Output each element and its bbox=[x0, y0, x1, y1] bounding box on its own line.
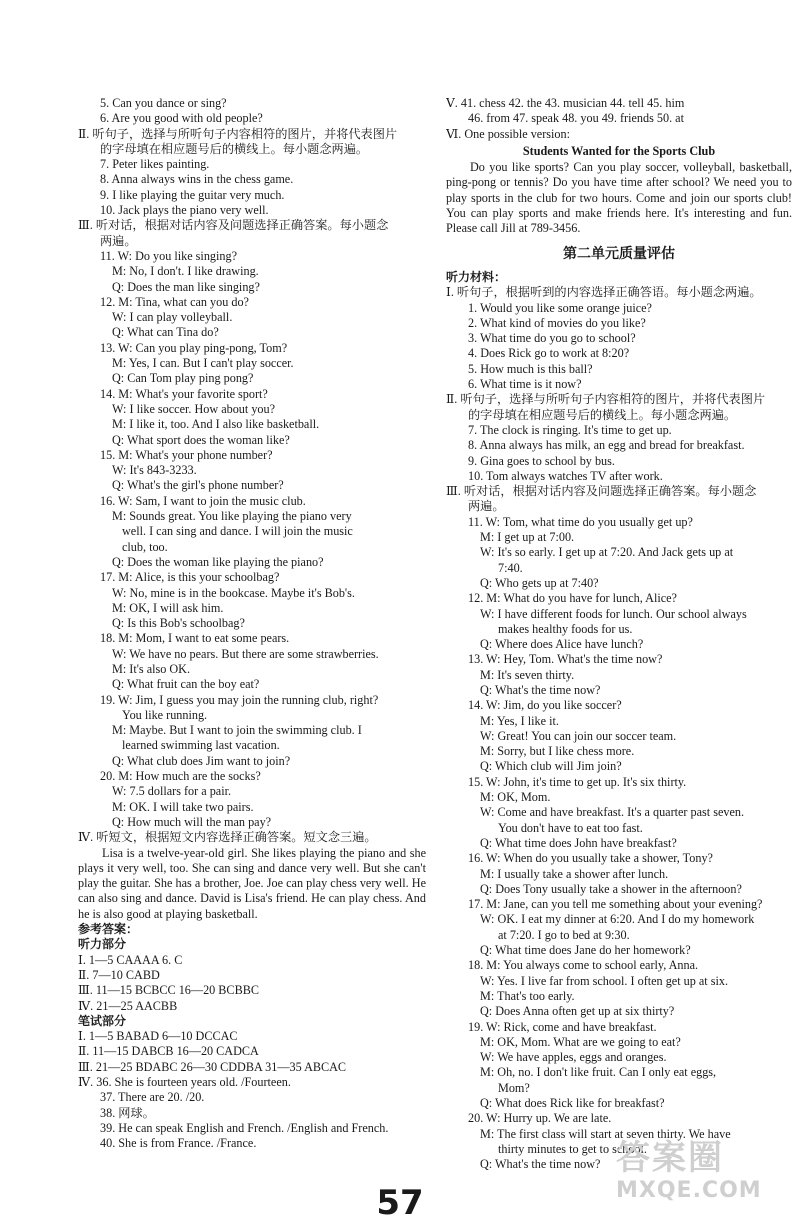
text-line: 12. M: Tina, what can you do? bbox=[100, 294, 249, 309]
text-line: Ⅱ. 听句子，选择与所听句子内容相符的图片，并将代表图片 bbox=[78, 126, 398, 141]
text-line: W: OK. I eat my dinner at 6:20. And I do my homework bbox=[480, 912, 755, 927]
text-line: 4. Does Rick go to work at 8:20? bbox=[468, 346, 630, 361]
text-line: Q: What fruit can the boy eat? bbox=[112, 677, 260, 692]
text-line: M: OK, Mom. bbox=[480, 790, 551, 805]
text-line: 16. W: Sam, I want to join the music club. bbox=[100, 493, 306, 508]
text-line: Q: What club does Jim want to join? bbox=[112, 753, 291, 768]
text-line: W: It's 843-3233. bbox=[112, 463, 197, 478]
text-line: 3. What time do you go to school? bbox=[468, 331, 636, 346]
version-label: Ⅵ. One possible version: bbox=[446, 126, 570, 141]
text-line: W: Yes. I live far from school. I often get up at six. bbox=[480, 973, 728, 988]
answer-line: Ⅲ. 11—15 BCBCC 16—20 BCBBC bbox=[78, 983, 259, 998]
text-line: Q: Does the woman like playing the piano? bbox=[112, 554, 324, 569]
text-line: M: It's also OK. bbox=[112, 661, 191, 676]
text-line: well. I can sing and dance. I will join the music bbox=[122, 524, 353, 539]
listening-passage: Lisa is a twelve-year-old girl. She likes playing the piano and she plays it very well, too. She can sing and dance very well. But she can't play the guitar. She has a brother, Joe. Joe can play chess very well. He can also sing and dance. David is Lisa's friend. He can play chess. And he is also good at playing basketball. bbox=[78, 845, 426, 921]
text-line: 20. W: Hurry up. We are late. bbox=[468, 1111, 612, 1126]
answer-line: Ⅳ. 36. She is fourteen years old. /Fourteen. bbox=[78, 1075, 291, 1089]
text-line: Ⅲ. 听对话，根据对话内容及问题选择正确答案。每小题念 bbox=[446, 484, 757, 499]
text-line: M: Maybe. But I want to join the swimming club. I bbox=[112, 723, 362, 738]
text-line: 13. W: Can you play ping-pong, Tom? bbox=[100, 340, 288, 355]
text-line: 的字母填在相应题号后的横线上。每小题念两遍。 bbox=[100, 141, 369, 156]
text-line: W: No, mine is in the bookcase. Maybe it's Bob's. bbox=[112, 585, 355, 600]
answer-line: Ⅰ. 1—5 BABAD 6—10 DCCAC bbox=[78, 1029, 238, 1044]
answer-line: Ⅰ. 1—5 CAAAA 6. C bbox=[78, 952, 183, 967]
text-line: M: Sorry, but I like chess more. bbox=[480, 744, 635, 759]
text-line: 18. M: You always come to school early, Anna. bbox=[468, 958, 699, 973]
text-line: M: Yes, I like it. bbox=[480, 713, 559, 728]
text-line: 11. W: Do you like singing? bbox=[100, 248, 237, 263]
text-line: W: I have different foods for lunch. Our school always bbox=[480, 606, 747, 621]
text-line: Q: What time does Jane do her homework? bbox=[480, 943, 691, 958]
text-line: M: I usually take a shower after lunch. bbox=[480, 866, 669, 881]
listening-section-heading: 听力部分 bbox=[78, 937, 127, 952]
text-line: Q: What's the time now? bbox=[480, 1157, 601, 1172]
text-line: M: It's seven thirty. bbox=[480, 667, 575, 682]
text-line: M: OK. I will take two pairs. bbox=[112, 799, 254, 814]
left-column bbox=[78, 96, 426, 1151]
text-line: Ⅰ. 听句子，根据听到的内容选择正确答语。每小题念两遍。 bbox=[446, 285, 762, 300]
listening-material-heading: 听力材料： bbox=[446, 269, 507, 284]
answer-line: 40. She is from France. /France. bbox=[100, 1136, 257, 1151]
text-line: M: I like it, too. And I also like basketball. bbox=[112, 417, 320, 432]
writing-section-heading: 笔试部分 bbox=[78, 1013, 127, 1028]
page-number: 57 bbox=[376, 1183, 424, 1223]
text-line: 13. W: Hey, Tom. What's the time now? bbox=[468, 652, 663, 667]
text-line: Q: What time does John have breakfast? bbox=[480, 835, 677, 850]
text-line: 6. Are you good with old people? bbox=[100, 111, 263, 126]
answer-line: 38. 网球。 bbox=[100, 1105, 155, 1120]
text-line: makes healthy foods for us. bbox=[498, 621, 633, 636]
text-line: W: 7.5 dollars for a pair. bbox=[112, 784, 232, 799]
unit-title: 第二单元质量评估 bbox=[563, 245, 675, 262]
text-line: 19. W: Jim, I guess you may join the running club, right? bbox=[100, 692, 379, 707]
right-column bbox=[446, 96, 792, 1172]
text-line: 8. Anna always has milk, an egg and bread for breakfast. bbox=[468, 438, 745, 453]
text-line: W: We have apples, eggs and oranges. bbox=[480, 1050, 667, 1065]
text-line: thirty minutes to get to school. bbox=[498, 1141, 647, 1156]
text-line: Q: Does Tony usually take a shower in the afternoon? bbox=[480, 881, 742, 896]
text-line: 7. Peter likes painting. bbox=[100, 157, 210, 172]
text-line: Q: What's the girl's phone number? bbox=[112, 478, 284, 493]
text-line: W: I can play volleyball. bbox=[112, 310, 233, 325]
text-line: 14. M: What's your favorite sport? bbox=[100, 386, 268, 401]
text-line: Ⅱ. 听句子，选择与所听句子内容相符的图片，并将代表图片 bbox=[446, 392, 766, 407]
text-line: 16. W: When do you usually take a shower, Tony? bbox=[468, 851, 713, 866]
text-line: You like running. bbox=[122, 707, 208, 722]
text-line: 8. Anna always wins in the chess game. bbox=[100, 172, 294, 187]
answer-line: Ⅳ. 21—25 AACBB bbox=[78, 998, 178, 1013]
watermark-logo bbox=[616, 1138, 792, 1222]
text-line: M: The first class will start at seven thirty. We have bbox=[480, 1126, 731, 1141]
watermark-bottom-text: MXQE.COM bbox=[616, 1178, 762, 1203]
text-line: 9. Gina goes to school by bus. bbox=[468, 453, 615, 468]
text-line: club, too. bbox=[122, 539, 168, 554]
text-line: 1. Would you like some orange juice? bbox=[468, 300, 652, 315]
answer-line: Ⅲ. 21—25 BDABC 26—30 CDDBA 31—35 ABCAC bbox=[78, 1059, 347, 1074]
watermark-top-text: 答案圈 bbox=[616, 1138, 724, 1178]
text-line: M: Sounds great. You like playing the piano very bbox=[112, 509, 352, 524]
text-line: 15. M: What's your phone number? bbox=[100, 447, 273, 462]
text-line: You don't have to eat too fast. bbox=[498, 820, 643, 835]
text-line: Q: Does the man like singing? bbox=[112, 279, 260, 294]
text-line: M: OK, I will ask him. bbox=[112, 600, 224, 615]
text-line: 7:40. bbox=[498, 560, 523, 575]
text-line: 17. M: Alice, is this your schoolbag? bbox=[100, 570, 280, 585]
text-line: Q: What does Rick like for breakfast? bbox=[480, 1096, 665, 1110]
text-line: Q: What's the time now? bbox=[480, 682, 601, 697]
text-line: 两遍。 bbox=[100, 233, 137, 248]
text-line: Mom? bbox=[498, 1080, 530, 1095]
text-line: W: It's so early. I get up at 7:20. And Jack gets up at bbox=[480, 545, 734, 560]
text-line: at 7:20. I go to bed at 9:30. bbox=[498, 927, 630, 942]
text-line: 两遍。 bbox=[468, 499, 505, 514]
text-line: M: I get up at 7:00. bbox=[480, 530, 575, 545]
text-line: 9. I like playing the guitar very much. bbox=[100, 187, 285, 202]
text-line: 15. W: John, it's time to get up. It's six thirty. bbox=[468, 774, 687, 789]
text-line: Q: Does Anna often get up at six thirty? bbox=[480, 1004, 675, 1019]
text-line: W: I like soccer. How about you? bbox=[112, 401, 276, 416]
answer-line: Ⅱ. 11—15 DABCB 16—20 CADCA bbox=[78, 1044, 259, 1059]
text-line: Q: Where does Alice have lunch? bbox=[480, 637, 644, 652]
text-line: M: Yes, I can. But I can't play soccer. bbox=[112, 356, 294, 371]
text-line: 14. W: Jim, do you like soccer? bbox=[468, 698, 622, 713]
text-line: Q: Who gets up at 7:40? bbox=[480, 575, 599, 590]
text-line: M: Oh, no. I don't like fruit. Can I only eat eggs, bbox=[480, 1065, 717, 1080]
answer-line: 46. from 47. speak 48. you 49. friends 50. at bbox=[468, 111, 684, 126]
text-line: 12. M: What do you have for lunch, Alice? bbox=[468, 591, 677, 606]
text-line: Q: What sport does the woman like? bbox=[112, 432, 290, 447]
text-line: 11. W: Tom, what time do you usually get up? bbox=[468, 514, 693, 529]
answers-heading: 参考答案： bbox=[78, 922, 139, 937]
answer-line: 37. There are 20. /20. bbox=[100, 1090, 205, 1105]
text-line: 2. What kind of movies do you like? bbox=[468, 315, 646, 330]
text-line: learned swimming last vacation. bbox=[122, 738, 280, 753]
text-line: Q: Is this Bob's schoolbag? bbox=[112, 616, 245, 631]
text-line: 的字母填在相应题号后的横线上。每小题念两遍。 bbox=[468, 407, 737, 422]
text-line: 20. M: How much are the socks? bbox=[100, 769, 261, 784]
text-line: 17. M: Jane, can you tell me something about your evening? bbox=[468, 897, 763, 912]
essay-title: Students Wanted for the Sports Club bbox=[522, 143, 716, 158]
text-line: 7. The clock is ringing. It's time to get up. bbox=[468, 422, 672, 437]
answer-line: Ⅴ. 41. chess 42. the 43. musician 44. tell 45. him bbox=[446, 96, 685, 110]
essay-text: Do you like sports? Can you play soccer, volleyball, basketball, ping-pong or tennis? Do you have time after school? We need you to play sports in the club for two hours. Come and join our sports club! You can play sports and make friends here. It's interesting and fun. Please call Jill at 789-3456. bbox=[446, 160, 792, 236]
text-line: M: That's too early. bbox=[480, 988, 575, 1003]
text-line: Ⅳ. 听短文，根据短文内容选择正确答案。短文念三遍。 bbox=[78, 830, 377, 845]
text-line: Q: What can Tina do? bbox=[112, 325, 219, 340]
text-line: Q: How much will the man pay? bbox=[112, 814, 272, 829]
text-line: 19. W: Rick, come and have breakfast. bbox=[468, 1019, 657, 1034]
text-line: 5. Can you dance or sing? bbox=[100, 96, 227, 110]
text-line: Q: Which club will Jim join? bbox=[480, 759, 622, 774]
text-line: Q: Can Tom play ping pong? bbox=[112, 371, 254, 386]
text-line: 10. Tom always watches TV after work. bbox=[468, 468, 663, 483]
text-line: 6. What time is it now? bbox=[468, 377, 582, 392]
text-line: 5. How much is this ball? bbox=[468, 361, 593, 376]
answer-line: 39. He can speak English and French. /English and French. bbox=[100, 1120, 389, 1135]
text-line: W: Great! You can join our soccer team. bbox=[480, 728, 677, 743]
answer-line: Ⅱ. 7—10 CABD bbox=[78, 967, 160, 982]
text-line: 10. Jack plays the piano very well. bbox=[100, 203, 269, 218]
text-line: 18. M: Mom, I want to eat some pears. bbox=[100, 631, 290, 646]
text-line: W: Come and have breakfast. It's a quarter past seven. bbox=[480, 805, 745, 820]
text-line: W: We have no pears. But there are some strawberries. bbox=[112, 646, 379, 661]
text-line: M: No, I don't. I like drawing. bbox=[112, 264, 259, 279]
text-line: Ⅲ. 听对话，根据对话内容及问题选择正确答案。每小题念 bbox=[78, 218, 389, 233]
text-line: M: OK, Mom. What are we going to eat? bbox=[480, 1034, 681, 1049]
